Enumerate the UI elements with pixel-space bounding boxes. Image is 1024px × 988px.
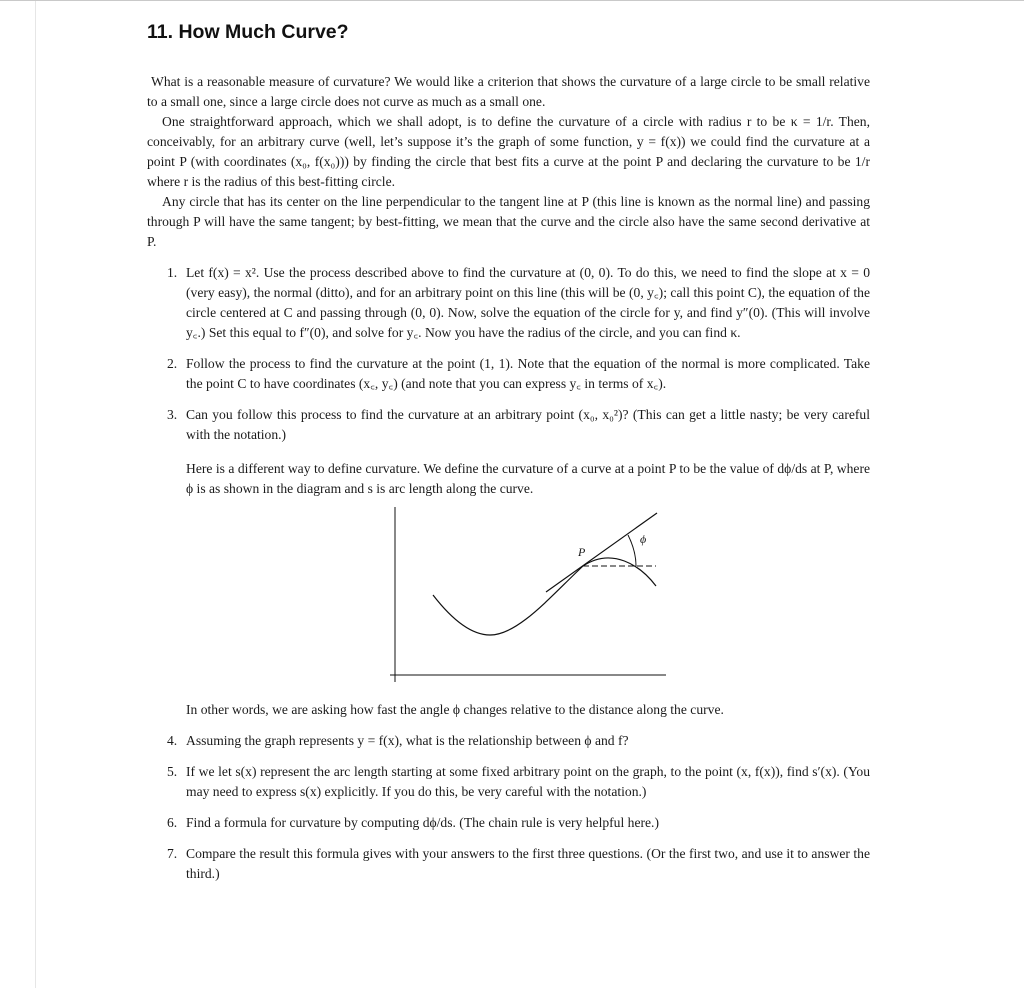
intro-paragraph-3: Any circle that has its center on the line perpendicular to the tangent line at P (this line is known as the normal line) and passing through P will have the same tangent; by best-fitting, we mean that the curve and the circle also have the same second derivative at P. <box>147 194 870 249</box>
question-number: 3. <box>167 407 178 422</box>
question-item <box>147 354 870 394</box>
document-page <box>147 18 870 884</box>
question-text: Let f(x) = x². Use the process described above to find the curvature at (0, 0). To do this, we need to find the slope at x = 0 (very easy), the normal (ditto), and for an arbitrary point on this line (this will be (0, y꜀); call this point C), the equation of the circle centered at C and passing through (0, 0). Now, solve the equation of the circle for y, and find y″(0). (This will involve y꜀.) Set this equal to f″(0), and solve for y꜀. Now you have the radius of the circle, and you can find κ. <box>186 265 870 340</box>
question-text: Can you follow this process to find the curvature at an arbitrary point (x₀, x₀²)? (This can get a little nasty; be very careful with the notation.) <box>186 407 870 442</box>
left-margin-line <box>35 1 36 988</box>
curvature-diagram <box>390 507 670 692</box>
question-list-part-2 <box>147 731 870 884</box>
diagram-angle-arc <box>628 535 636 566</box>
question-text: Assuming the graph represents y = f(x), what is the relationship between ϕ and f? <box>186 733 629 748</box>
question-item <box>147 263 870 343</box>
question-number: 6. <box>167 815 178 830</box>
diagram-tangent-line <box>546 513 657 592</box>
question-item <box>147 762 870 802</box>
curvature-definition-text: Here is a different way to define curvature. We define the curvature of a curve at a point P to be the value of dϕ/ds at P, where ϕ is as shown in the diagram and s is arc length along the curve. <box>186 461 870 496</box>
section-title: 11. How Much Curve? <box>147 21 349 43</box>
question-number: 4. <box>167 733 178 748</box>
question-number: 5. <box>167 764 178 779</box>
diagram-curve <box>433 558 656 635</box>
top-border <box>0 0 1024 1</box>
curvature-diagram-svg <box>390 507 670 692</box>
question-item <box>147 844 870 884</box>
intro-paragraph-1: What is a reasonable measure of curvature? We would like a criterion that shows the curvature of a large circle to be small relative to a small one, since a large circle does not curve as much as a small one. <box>147 74 870 109</box>
intro-text <box>147 72 870 252</box>
question-item <box>147 813 870 833</box>
angle-rate-text: In other words, we are asking how fast the angle ϕ changes relative to the distance along the curve. <box>186 702 724 717</box>
question-text: Find a formula for curvature by computing dϕ/ds. (The chain rule is very helpful here.) <box>186 815 659 830</box>
question-text: If we let s(x) represent the arc length starting at some fixed arbitrary point on the graph, to the point (x, f(x)), find s′(x). (You may need to express s(x) explicitly. If you do this, be very careful with the notation.) <box>186 764 870 799</box>
question-number: 1. <box>167 265 178 280</box>
question-list-part-1 <box>147 263 870 445</box>
point-p-label: P <box>578 545 586 559</box>
question-number: 7. <box>167 846 178 861</box>
phi-angle-label: ϕ <box>640 532 647 546</box>
intro-paragraph-2: One straightforward approach, which we shall adopt, is to define the curvature of a circle with radius r to be κ = 1/r. Then, conceivably, for an arbitrary curve (well, let’s suppose it’s the graph of some function, y = f(x)) we could find the curvature at a point P (with coordinates (x₀, f(x₀))) by finding the circle that best fits a curve at the point P and declaring the curvature to be 1/r where r is the radius of this best-fitting circle. <box>147 114 870 189</box>
question-item <box>147 405 870 445</box>
question-text: Follow the process to find the curvature at the point (1, 1). Note that the equation of the normal is more complicated. Take the point C to have coordinates (x꜀, y꜀) (and note that you can express y꜀ in terms of x꜀). <box>186 356 870 391</box>
question-text: Compare the result this formula gives with your answers to the first three questions. (Or the first two, and use it to answer the third.) <box>186 846 870 881</box>
question-item <box>147 731 870 751</box>
question-number: 2. <box>167 356 178 371</box>
